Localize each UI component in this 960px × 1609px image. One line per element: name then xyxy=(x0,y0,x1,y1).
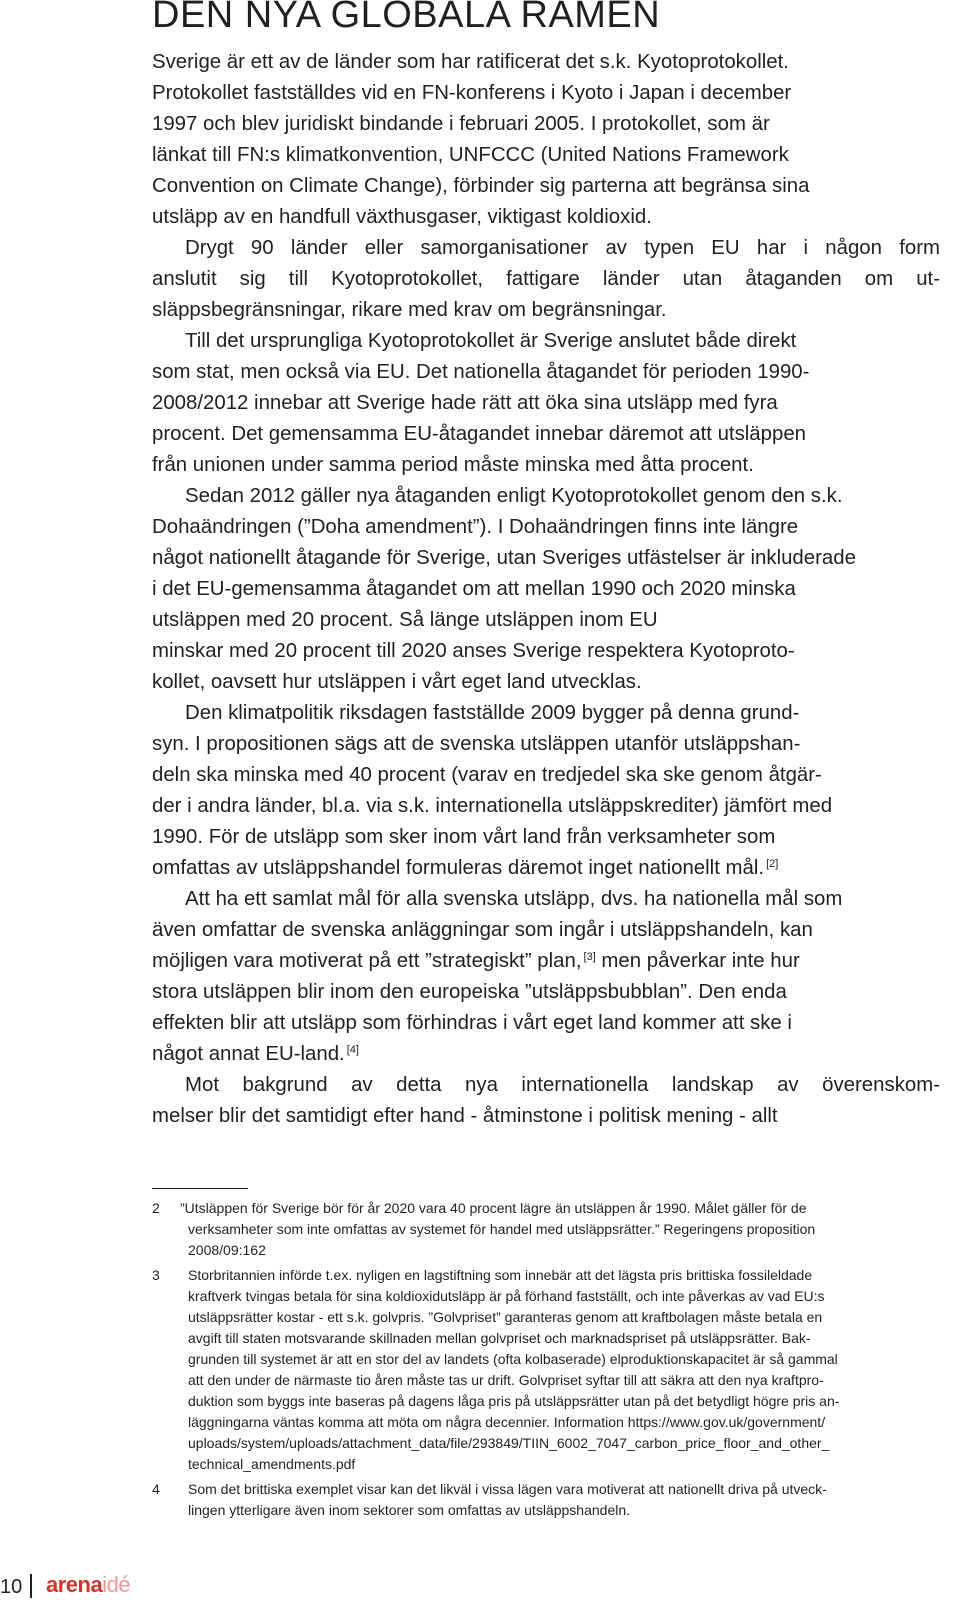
footnote-3 xyxy=(152,1265,932,1475)
footnote-line: grunden till systemet är att en stor del av landets (ofta kolbaserade) elproduktionskapacitet är så gammal xyxy=(188,1351,838,1367)
footnote-line: att den under de närmaste tio åren måste tas ur drift. Golvpriset syftar till att säkra att den nya kraftpro- xyxy=(188,1372,824,1388)
text-line: Drygt 90 länder eller samorganisationer av typen EU har i någon form xyxy=(185,237,940,259)
text-line: stora utsläppen blir inom den europeiska ”utsläppsbubblan”. Den enda xyxy=(152,981,787,1003)
text-line: Sverige är ett av de länder som har ratificerat det s.k. Kyotoprotokollet. xyxy=(152,51,789,73)
footnote-line: Som det brittiska exemplet visar kan det likväl i vissa lägen vara motiverat att nationellt driva på utveck- xyxy=(188,1481,827,1497)
text-line: deln ska minska med 40 procent (varav en tredjedel ska ske genom åtgär- xyxy=(152,764,822,786)
text-segment: något annat EU-land. xyxy=(152,1043,345,1065)
text-line: effekten blir att utsläpp som förhindras i vårt eget land kommer att ske i xyxy=(152,1012,792,1034)
text-line: länkat till FN:s klimatkonvention, UNFCCC (United Nations Framework xyxy=(152,144,789,166)
text-line xyxy=(152,1039,940,1070)
text-line: Sedan 2012 gäller nya åtaganden enligt Kyotoprotokollet genom den s.k. xyxy=(185,485,843,507)
footnote-number: 3 xyxy=(152,1267,160,1283)
text-line: utsläppen med 20 procent. Så länge utsläppen inom EU xyxy=(152,609,658,631)
footnote-line: utsläppsrätter kostar - ett s.k. golvpris. ”Golvpriset” garanteras genom att kraftbolagen måste betala en xyxy=(188,1309,823,1325)
page-footer xyxy=(0,1570,960,1609)
footnote-text xyxy=(180,1198,932,1261)
text-line: der i andra länder, bl.a. via s.k. internationella utsläppskrediter) jämfört med xyxy=(152,795,833,817)
text-line: släppsbegränsningar, rikare med krav om begränsningar. xyxy=(152,299,667,321)
footnote-number: 2 xyxy=(152,1200,160,1216)
text-line: procent. Det gemensamma EU-åtagandet innebar däremot att utsläppen xyxy=(152,423,807,445)
footnote-divider xyxy=(152,1188,248,1189)
text-line: som stat, men också via EU. Det nationella åtagandet för perioden 1990- xyxy=(152,361,810,383)
text-line: i det EU-gemensamma åtagandet om att mellan 1990 och 2020 minska xyxy=(152,578,796,600)
text-line: Att ha ett samlat mål för alla svenska utsläpp, dvs. ha nationella mål som xyxy=(185,888,843,910)
footnote-number: 4 xyxy=(152,1481,160,1497)
footnote-line: uploads/system/uploads/attachment_data/file/293849/TIIN_6002_7047_carbon_price_floor_and_other_ xyxy=(188,1435,830,1451)
footnote-line: technical_amendments.pdf xyxy=(188,1456,356,1472)
footnote-line: ”Utsläppen för Sverige bör för år 2020 vara 40 procent lägre än utsläppen år 1990. Målet gäller för de xyxy=(180,1200,807,1216)
footnote-2 xyxy=(152,1198,932,1261)
page-title: DEN NYA GLOBALA RAMEN xyxy=(152,0,661,36)
body-text xyxy=(152,47,940,1132)
text-line: utsläpp av en handfull växthusgaser, viktigast koldioxid. xyxy=(152,206,652,228)
footnote-line: avgift till staten motsvarande skillnaden mellan golvpriset och marknadspriset på utsläppsrätter. Bak- xyxy=(188,1330,811,1346)
text-line: Mot bakgrund av detta nya internationella landskap av överenskom- xyxy=(185,1074,940,1096)
arenaide-logo xyxy=(46,1570,130,1600)
footnote-line: kraftverk tvingas betala för sina koldioxidutsläpp är på förhand fastställt, och inte påverkas av vad EU:s xyxy=(188,1288,825,1304)
text-line: Dohaändringen (”Doha amendment”). I Dohaändringen finns inte längre xyxy=(152,516,799,538)
text-line: minskar med 20 procent till 2020 anses Sverige respektera Kyotoproto- xyxy=(152,640,795,662)
text-line: syn. I propositionen sägs att de svenska utsläppen utanför utsläppshan- xyxy=(152,733,801,755)
text-line xyxy=(152,946,940,977)
text-line: anslutit sig till Kyotoprotokollet, fattigare länder utan åtaganden om ut- xyxy=(152,268,940,290)
text-line: något nationellt åtagande för Sverige, utan Sveriges utfästelser är inkluderade xyxy=(152,547,856,569)
text-line: melser blir det samtidigt efter hand - åtminstone i politisk mening - allt xyxy=(152,1105,778,1127)
text-line: kollet, oavsett hur utsläppen i vårt eget land utvecklas. xyxy=(152,671,642,693)
footer-separator xyxy=(30,1574,32,1598)
text-line: 1990. För de utsläpp som sker inom vårt land från verksamheter som xyxy=(152,826,776,848)
footnote-line: duktion som byggs inte baseras på dagens låga pris på utsläppsrätter utan på det betydligt högre pris an- xyxy=(188,1393,840,1409)
logo-text-arena: arena xyxy=(46,1572,103,1597)
footnote-ref-3[interactable]: [3] xyxy=(583,951,596,963)
page-number: 10 xyxy=(0,1576,23,1598)
footnote-line: läggningarna väntas komma att möta om några decennier. Information https://www.gov.uk/government/ xyxy=(188,1414,826,1430)
footnote-line: lingen ytterligare även inom sektorer som omfattas av utsläppshandeln. xyxy=(188,1502,631,1518)
text-line: från unionen under samma period måste minska med åtta procent. xyxy=(152,454,754,476)
text-line: Till det ursprungliga Kyotoprotokollet är Sverige anslutet både direkt xyxy=(185,330,797,352)
text-line: 1997 och blev juridiskt bindande i februari 2005. I protokollet, som är xyxy=(152,113,770,135)
text-line: även omfattar de svenska anläggningar som ingår i utsläppshandeln, kan xyxy=(152,919,813,941)
footnote-4 xyxy=(152,1479,932,1521)
footnote-line: verksamheter som inte omfattas av systemet för handel med utsläppsrätter.” Regeringens proposition xyxy=(188,1221,816,1237)
footnote-text xyxy=(188,1479,932,1521)
footnotes xyxy=(152,1198,932,1525)
footnote-ref-2[interactable]: [2] xyxy=(766,858,779,870)
text-line xyxy=(152,853,940,884)
text-segment: möjligen vara motiverat på ett ”strategiskt” plan, xyxy=(152,950,582,972)
footnote-ref-4[interactable]: [4] xyxy=(346,1044,359,1056)
footnote-line: 2008/09:162 xyxy=(188,1242,266,1258)
text-segment: men påverkar inte hur xyxy=(595,950,800,972)
text-line: Protokollet fastställdes vid en FN-konferens i Kyoto i Japan i december xyxy=(152,82,792,104)
text-segment: omfattas av utsläppshandel formuleras däremot inget nationellt mål. xyxy=(152,857,765,879)
text-line: Den klimatpolitik riksdagen fastställde 2009 bygger på denna grund- xyxy=(185,702,800,724)
text-line: Convention on Climate Change), förbinder sig parterna att begränsa sina xyxy=(152,175,810,197)
text-line: 2008/2012 innebar att Sverige hade rätt att öka sina utsläpp med fyra xyxy=(152,392,778,414)
footnote-text xyxy=(188,1265,932,1475)
logo-text-ide: idé xyxy=(102,1572,131,1597)
footnote-line: Storbritannien införde t.ex. nyligen en lagstiftning som innebär att det lägsta pris brittiska fossileldade xyxy=(188,1267,813,1283)
